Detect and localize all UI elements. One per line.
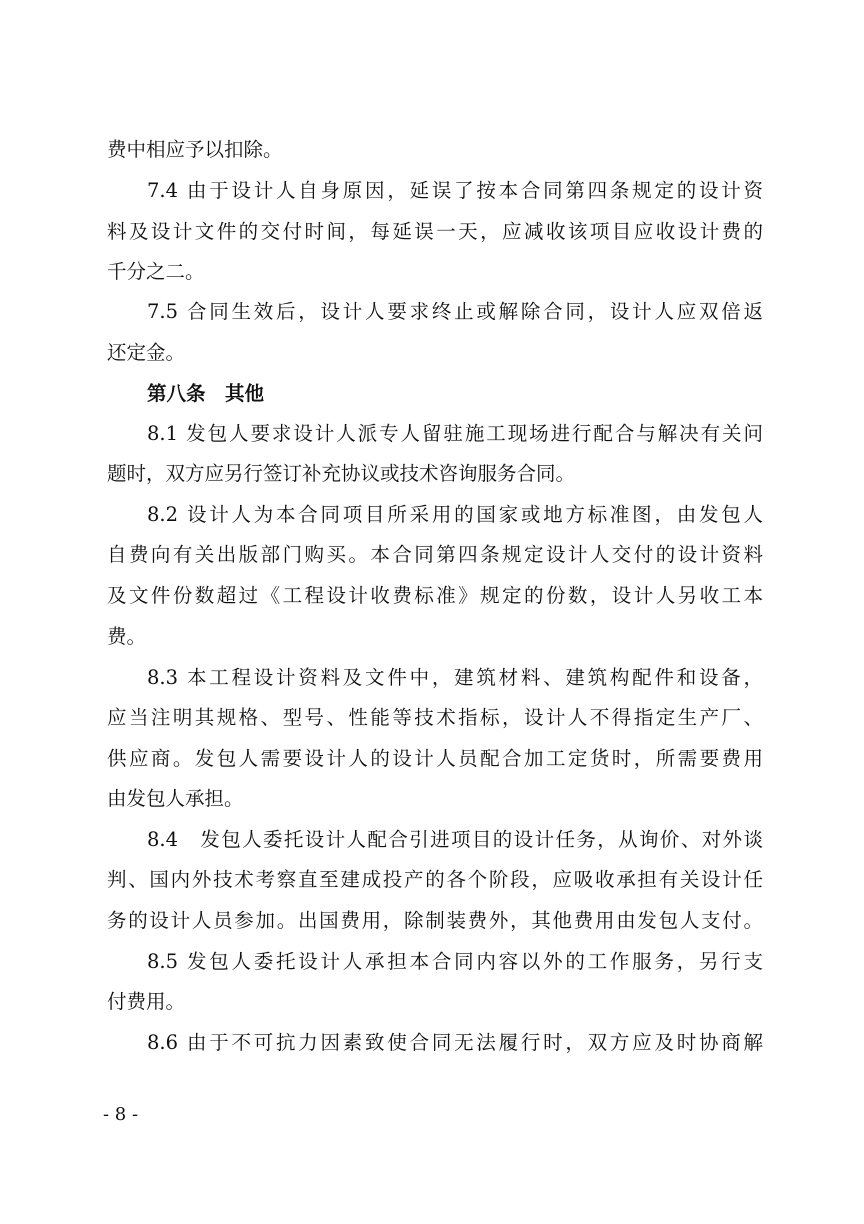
text-line: 判、国内外技术考察直至建成投产的各个阶段，应吸收承担有关设计任 <box>107 868 763 891</box>
text-line: 料及设计文件的交付时间，每延误一天，应减收该项目应收设计费的 <box>107 220 763 243</box>
clause-8-4-line: 8.4 发包人委托设计人配合引进项目的设计任务，从询价、对外谈 <box>147 828 763 851</box>
text-line: 费。 <box>107 625 147 648</box>
clause-7-5-line: 7.5 合同生效后，设计人要求终止或解除合同，设计人应双倍返 <box>147 300 763 323</box>
text-line: 费中相应予以扣除。 <box>107 138 283 161</box>
text-line: 付费用。 <box>107 990 186 1013</box>
clause-8-2-line: 8.2 设计人为本合同项目所采用的国家或地方标准图，由发包人 <box>147 503 763 526</box>
text-line: 自费向有关出版部门购买。本合同第四条规定设计人交付的设计资料 <box>107 543 763 566</box>
clause-8-3-line: 8.3 本工程设计资料及文件中，建筑材料、建筑构配件和设备， <box>147 666 763 689</box>
text-line: 应当注明其规格、型号、性能等技术指标，设计人不得指定生产厂、 <box>107 706 763 729</box>
article-8-heading: 第八条 其他 <box>147 382 265 405</box>
text-line: 务的设计人员参加。出国费用，除制装费外，其他费用由发包人支付。 <box>107 909 763 932</box>
text-line: 供应商。发包人需要设计人的设计人员配合加工定货时，所需要费用 <box>107 747 763 770</box>
text-line: 千分之二。 <box>107 260 205 283</box>
clause-8-5-line: 8.5 发包人委托设计人承担本合同内容以外的工作服务，另行支 <box>147 950 763 973</box>
text-line: 及文件份数超过《工程设计收费标准》规定的份数，设计人另收工本 <box>107 584 763 607</box>
text-line: 还定金。 <box>107 341 186 364</box>
text-line: 由发包人承担。 <box>107 787 244 810</box>
clause-8-6-line: 8.6 由于不可抗力因素致使合同无法履行时，双方应及时协商解 <box>147 1031 763 1054</box>
clause-7-4-line: 7.4 由于设计人自身原因，延误了按本合同第四条规定的设计资 <box>147 179 763 202</box>
text-line: 题时，双方应另行签订补充协议或技术咨询服务合同。 <box>107 462 576 485</box>
clause-8-1-line: 8.1 发包人要求设计人派专人留驻施工现场进行配合与解决有关问 <box>147 422 763 445</box>
page-number: - 8 - <box>103 1104 139 1125</box>
